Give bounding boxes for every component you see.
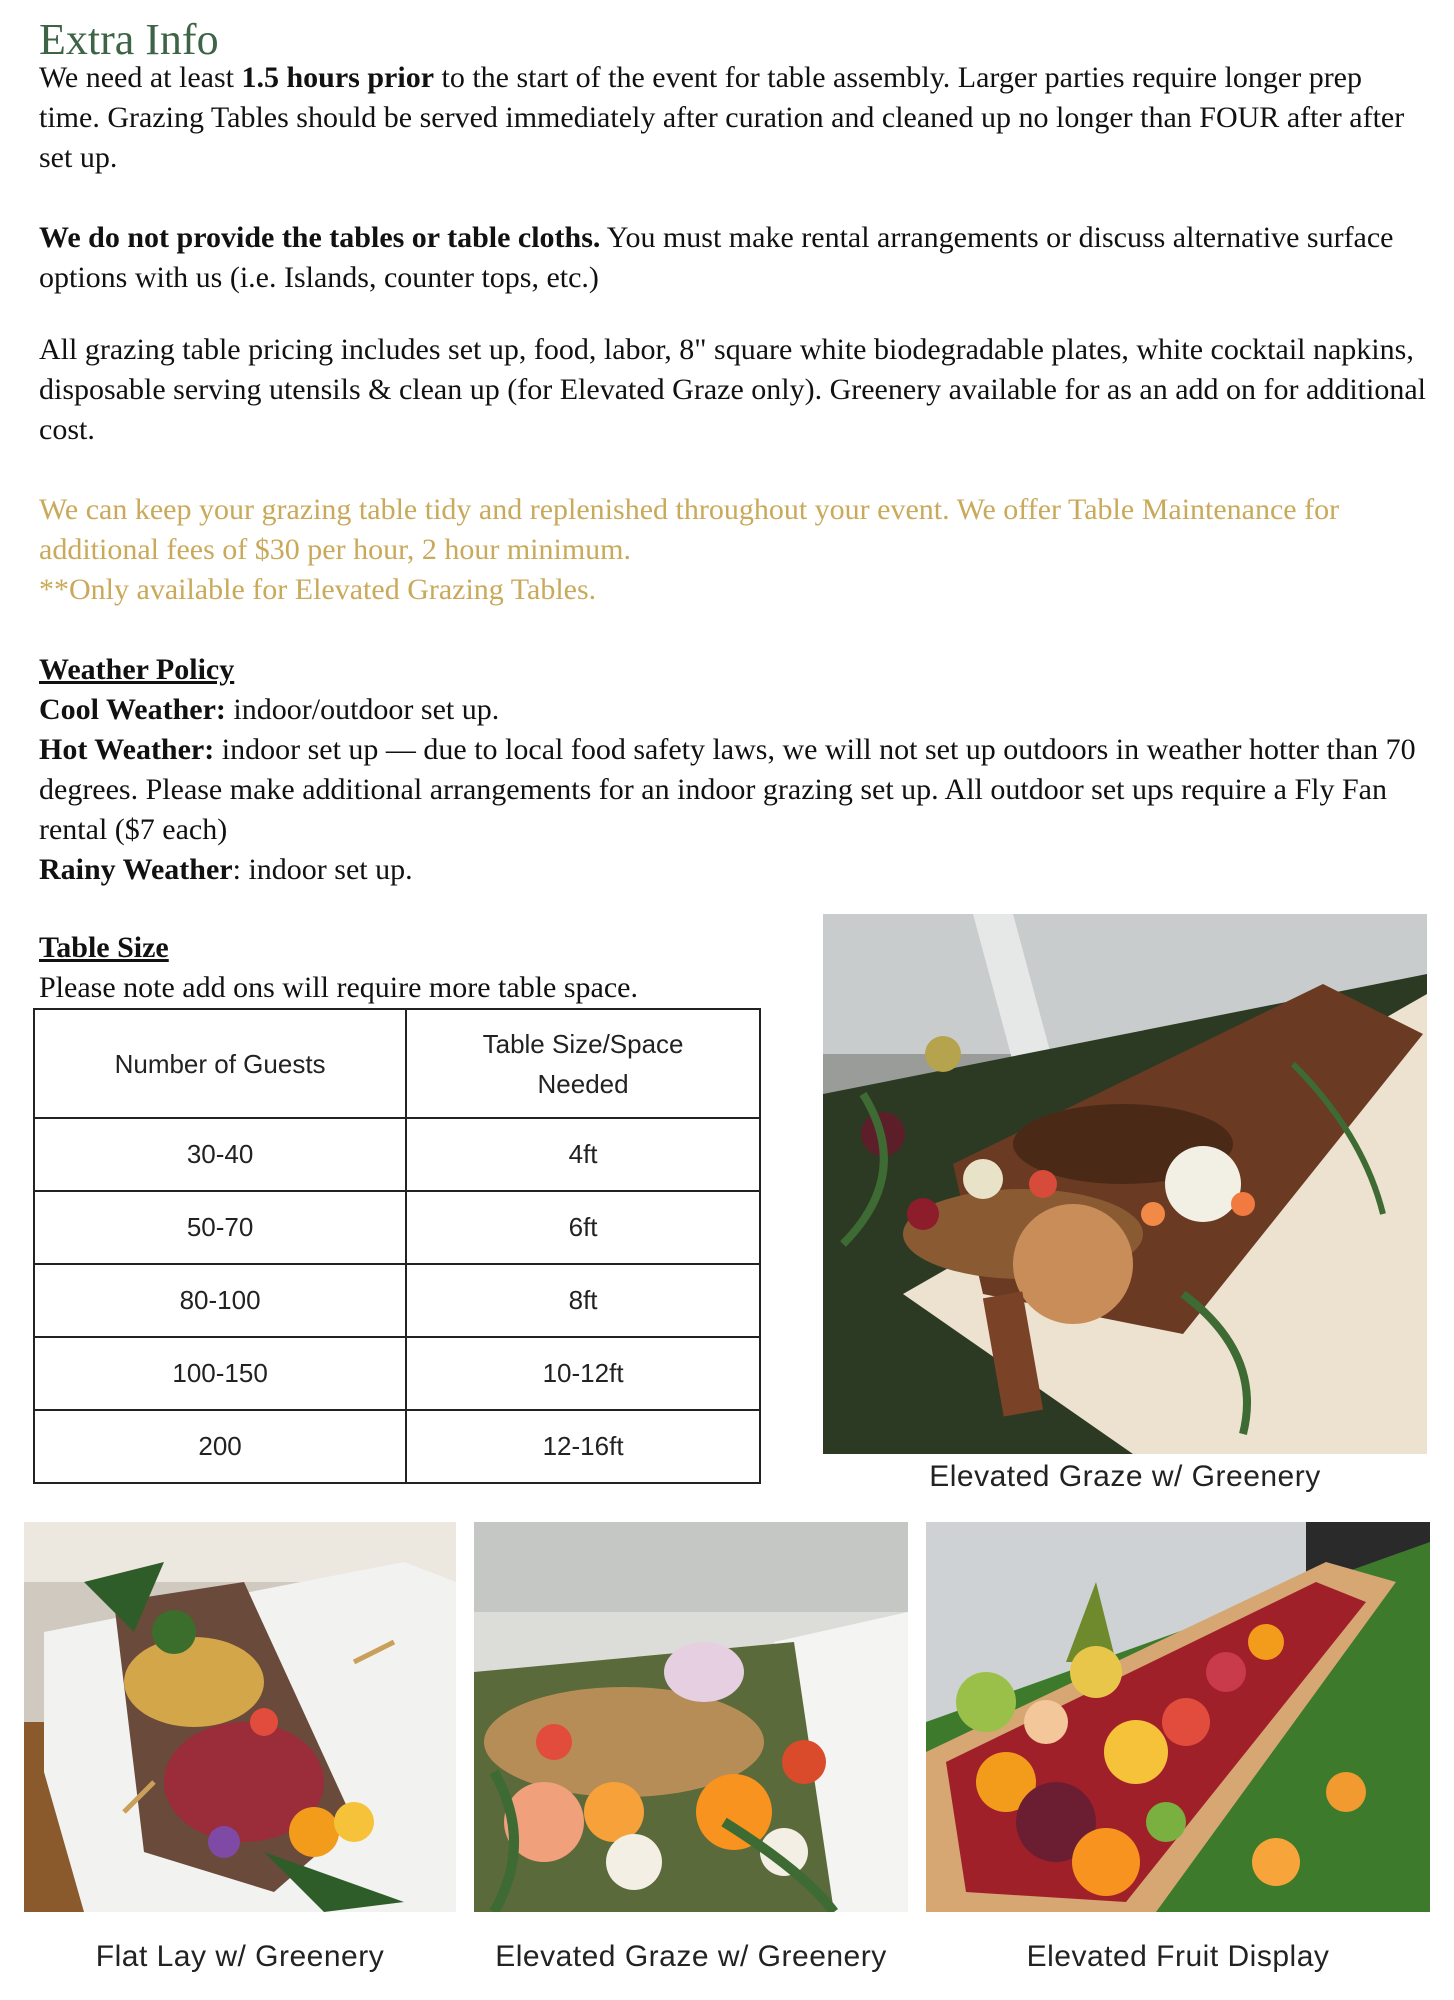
tables-paragraph: We do not provide the tables or table cloths. You must make rental arrangements or discuss alternative surface options with us (i.e. Islands, counter tops, etc.) [39, 221, 1394, 294]
table-row [34, 1410, 760, 1483]
table-header-row [34, 1009, 760, 1118]
photo-elevated-graze-tent [823, 914, 1427, 1454]
table-size-table [33, 1008, 761, 1484]
guests-cell: 200 [34, 1410, 406, 1483]
photo-elevated-graze-greenery-image [474, 1522, 908, 1912]
table-row [34, 1337, 760, 1410]
size-cell: 12-16ft [406, 1410, 760, 1483]
prep-time-emphasis: 1.5 hours prior [241, 61, 435, 94]
table-row [34, 1118, 760, 1191]
pricing-paragraph: All grazing table pricing includes set up, food, labor, 8" square white biodegradable plates, white cocktail napkins, disposable serving utensils & clean up (for Elevated Graze only). Greenery available for as an add on for additional cost. [39, 333, 1427, 446]
photo-elevated-fruit-display [926, 1522, 1430, 1912]
size-cell: 4ft [406, 1118, 760, 1191]
caption-photo1: Elevated Graze w/ Greenery [929, 1460, 1321, 1493]
caption-photo2: Flat Lay w/ Greenery [95, 1940, 385, 1973]
table-size-note: Please note add ons will require more table space. [39, 971, 638, 1004]
rainy-weather-line: Rainy Weather: indoor set up. [39, 853, 413, 886]
table-row [34, 1191, 760, 1264]
weather-policy-heading: Weather Policy [39, 653, 235, 686]
header-size: Table Size/Space Needed [406, 1009, 760, 1118]
photo-flat-lay-image [24, 1522, 456, 1912]
photo-elevated-graze-tent-image [823, 914, 1427, 1454]
maintenance-paragraph: We can keep your grazing table tidy and replenished throughout your event. We offer Table Maintenance for additional fees of $30 per hour, 2 hour minimum. **Only available for Elevated Grazing Tables. [39, 493, 1340, 606]
size-cell: 10-12ft [406, 1337, 760, 1410]
hot-weather-line: Hot Weather: indoor set up — due to local food safety laws, we will not set up outdoors in weather hotter than 70 degrees. Please make additional arrangements for an indoor grazing set up. All outdoor set ups require a Fly Fan rental ($7 each) [39, 733, 1416, 846]
table-row [34, 1264, 760, 1337]
guests-cell: 100-150 [34, 1337, 406, 1410]
page-title: Extra Info [39, 15, 219, 64]
photo-flat-lay [24, 1522, 456, 1912]
guests-cell: 50-70 [34, 1191, 406, 1264]
cool-weather-line: Cool Weather: indoor/outdoor set up. [39, 693, 500, 726]
guests-cell: 80-100 [34, 1264, 406, 1337]
prep-time-paragraph: We need at least 1.5 hours prior to the start of the event for table assembly. Larger parties require longer prep time. Grazing Tables should be served immediately after curation and cleaned up no longer than FOUR after after set up. [39, 61, 1405, 174]
caption-photo4: Elevated Fruit Display [1026, 1940, 1330, 1973]
photo-elevated-fruit-display-image [926, 1522, 1430, 1912]
header-guests: Number of Guests [34, 1009, 406, 1118]
table-size-section [39, 928, 779, 1008]
caption-photo3: Elevated Graze w/ Greenery [495, 1940, 887, 1973]
size-cell: 8ft [406, 1264, 760, 1337]
weather-policy-section [39, 650, 1429, 890]
table-size-heading: Table Size [39, 931, 169, 964]
guests-cell: 30-40 [34, 1118, 406, 1191]
tables-emphasis: We do not provide the tables or table cloths. [39, 221, 601, 254]
photo-elevated-graze-greenery [474, 1522, 908, 1912]
size-cell: 6ft [406, 1191, 760, 1264]
